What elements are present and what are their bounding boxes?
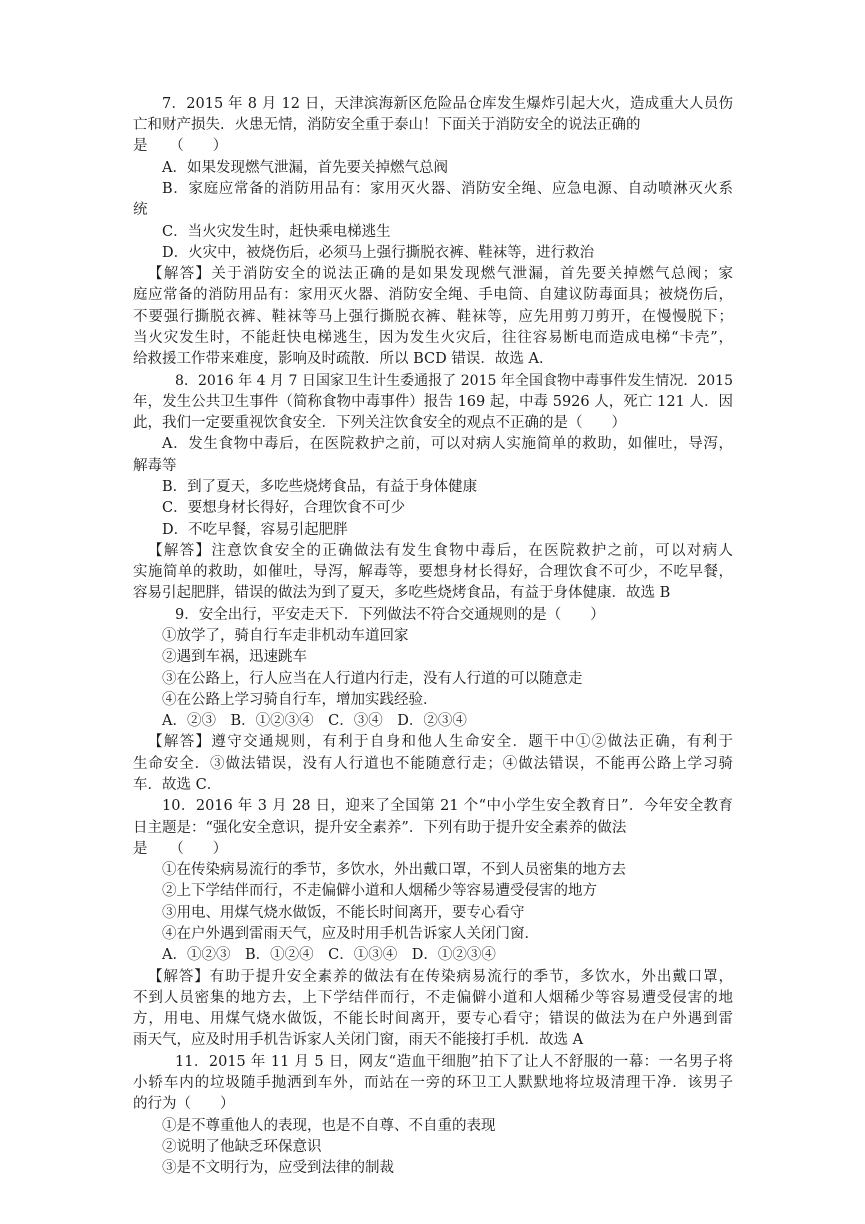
text-line: ③在公路上，行人应当在人行道内行走，没有人行道的可以随意走 [162, 671, 583, 687]
text-line: 【解答】注意饮食安全的正确做法有发生食物中毒后，在医院救护之前，可以对病人 [148, 543, 733, 559]
text-line: A．如果发现燃气泄漏，首先要关掉燃气总阀 [162, 160, 448, 176]
text-line: 方，用电、用煤气烧水做饭，不能长时间离开，要专心看守；错误的做法为在户外遇到雷 [133, 1011, 733, 1027]
text-line: 不到人员密集的地方去，上下学结伴而行，不走偏僻小道和人烟稀少等容易遭受侵害的地 [133, 990, 733, 1006]
text-line: 的行为（ ） [133, 1096, 235, 1112]
text-line: 庭应常备的消防用品有：家用灭火器、消防安全绳、手电筒、自建议防毒面具；被烧伤后， [133, 287, 733, 303]
text-line: 7．2015 年 8 月 12 日，天津滨海新区危险品仓库发生爆炸引起大火，造成重大人员伤 [162, 96, 733, 112]
text-line: 当火灾发生时，不能赶快电梯逃生，因为发生火灾后，往往容易断电而造成电梯“卡壳”， [133, 330, 733, 346]
text-line: 车．故选 C． [133, 777, 222, 793]
text-line: 11．2015 年 11 月 5 日，网友“造血干细胞”拍下了让人不舒服的一幕：一名男子将 [175, 1054, 733, 1070]
text-line: ④在户外遇到雷雨天气，应及时用手机告诉家人关闭门窗． [162, 926, 539, 942]
text-line: ②说明了他缺乏环保意识 [162, 1139, 322, 1155]
text-line: ①是不尊重他人的表现，也是不自尊、不自重的表现 [162, 1118, 496, 1134]
text-line: 是 （ ） [133, 841, 228, 857]
text-line: 此，我们一定要重视饮食安全．下列关注饮食安全的观点不正确的是（ ） [133, 415, 626, 431]
text-line: B．家庭应常备的消防用品有：家用灭火器、消防安全绳、应急电源、自动喷淋灭火系 [162, 181, 733, 197]
text-line: 给救援工作带来难度，影响及时疏散．所以 BCD 错误．故选 A． [133, 351, 554, 367]
text-line: ②上下学结伴而行，不走偏僻小道和人烟稀少等容易遭受侵害的地方 [162, 883, 597, 899]
text-line: ①在传染病易流行的季节，多饮水，外出戴口罩，不到人员密集的地方去 [162, 862, 626, 878]
text-line: D．火灾中，被烧伤后，必须马上强行撕脱衣裤、鞋袜等，进行救治 [162, 245, 595, 261]
text-line: A．①②③ B．①②④ C．①③④ D．①②③④ [162, 947, 496, 963]
text-line: 容易引起肥胖，错误的做法为到了夏天，多吃些烧烤食品，有益于身体健康．故选 B [133, 585, 671, 601]
text-line: 10．2016 年 3 月 28 日，迎来了全国第 21 个“中小学生安全教育日”．今年安全教育 [162, 798, 733, 814]
text-line: 【解答】有助于提升安全素养的做法有在传染病易流行的季节，多饮水，外出戴口罩， [148, 969, 733, 985]
text-line: D．不吃早餐，容易引起肥胖 [162, 522, 348, 538]
text-line: 实施简单的救助，如催吐，导泻，解毒等，要想身材长得好，合理饮食不可少，不吃早餐， [133, 564, 733, 580]
text-line: ②遇到车祸，迅速跳车 [162, 649, 307, 665]
text-line: 9．安全出行，平安走天下．下列做法不符合交通规则的是（ ） [175, 607, 605, 623]
text-line: C．当火灾发生时，赶快乘电梯逃生 [162, 224, 391, 240]
text-line: 【解答】关于消防安全的说法正确的是如果发现燃气泄漏，首先要关掉燃气总阀；家 [148, 266, 733, 282]
text-line: 日主题是：“强化安全意识，提升安全素养”．下列有助于提升安全素养的做法 [133, 820, 627, 836]
text-line: 解毒等 [133, 458, 177, 474]
text-line: ③是不文明行为，应受到法律的制裁 [162, 1160, 394, 1176]
text-line: A．发生食物中毒后，在医院救护之前，可以对病人实施简单的救助，如催吐，导泻， [162, 436, 733, 452]
text-line: 是 （ ） [133, 138, 228, 154]
text-line: 生命安全．③做法错误，没有人行道也不能随意行走；④做法错误，不能再公路上学习骑 [133, 756, 733, 772]
text-line: 小轿车内的垃圾随手抛洒到车外，而站在一旁的环卫工人默默地将垃圾清理干净．该男子 [133, 1075, 733, 1091]
text-line: C．要想身材长得好，合理饮食不可少 [162, 500, 406, 516]
text-line: ①放学了，骑自行车走非机动车道回家 [162, 628, 409, 644]
text-line: 【解答】遵守交通规则，有利于自身和他人生命安全．题干中①②做法正确，有利于 [148, 734, 733, 750]
text-line: 不要强行撕脱衣裤、鞋袜等马上强行撕脱衣裤、鞋袜等，应先用剪刀剪开，在慢慢脱下； [133, 309, 733, 325]
text-line: B．到了夏天，多吃些烧烤食品，有益于身体健康 [162, 479, 478, 495]
text-line: 雨天气，应及时用手机告诉家人关闭门窗，雨天不能接打手机．故选 A [133, 1032, 584, 1048]
text-line: 统 [133, 202, 148, 218]
text-line: 亡和财产损失．火患无情，消防安全重于泰山！下面关于消防安全的说法正确的 [133, 117, 641, 133]
text-line: ③用电、用煤气烧水做饭，不能长时间离开，要专心看守 [162, 905, 525, 921]
text-line: 8．2016 年 4 月 7 日国家卫生计生委通报了 2015 年全国食物中毒事件发生情况．2015 [175, 373, 733, 389]
text-line: 年，发生公共卫生事件（简称食物中毒事件）报告 169 起，中毒 5926 人，死亡 121 人．因 [133, 394, 733, 410]
text-line: A．②③ B．①②③④ C．③④ D．②③④ [162, 713, 467, 729]
text-line: ④在公路上学习骑自行车，增加实践经验． [162, 692, 438, 708]
